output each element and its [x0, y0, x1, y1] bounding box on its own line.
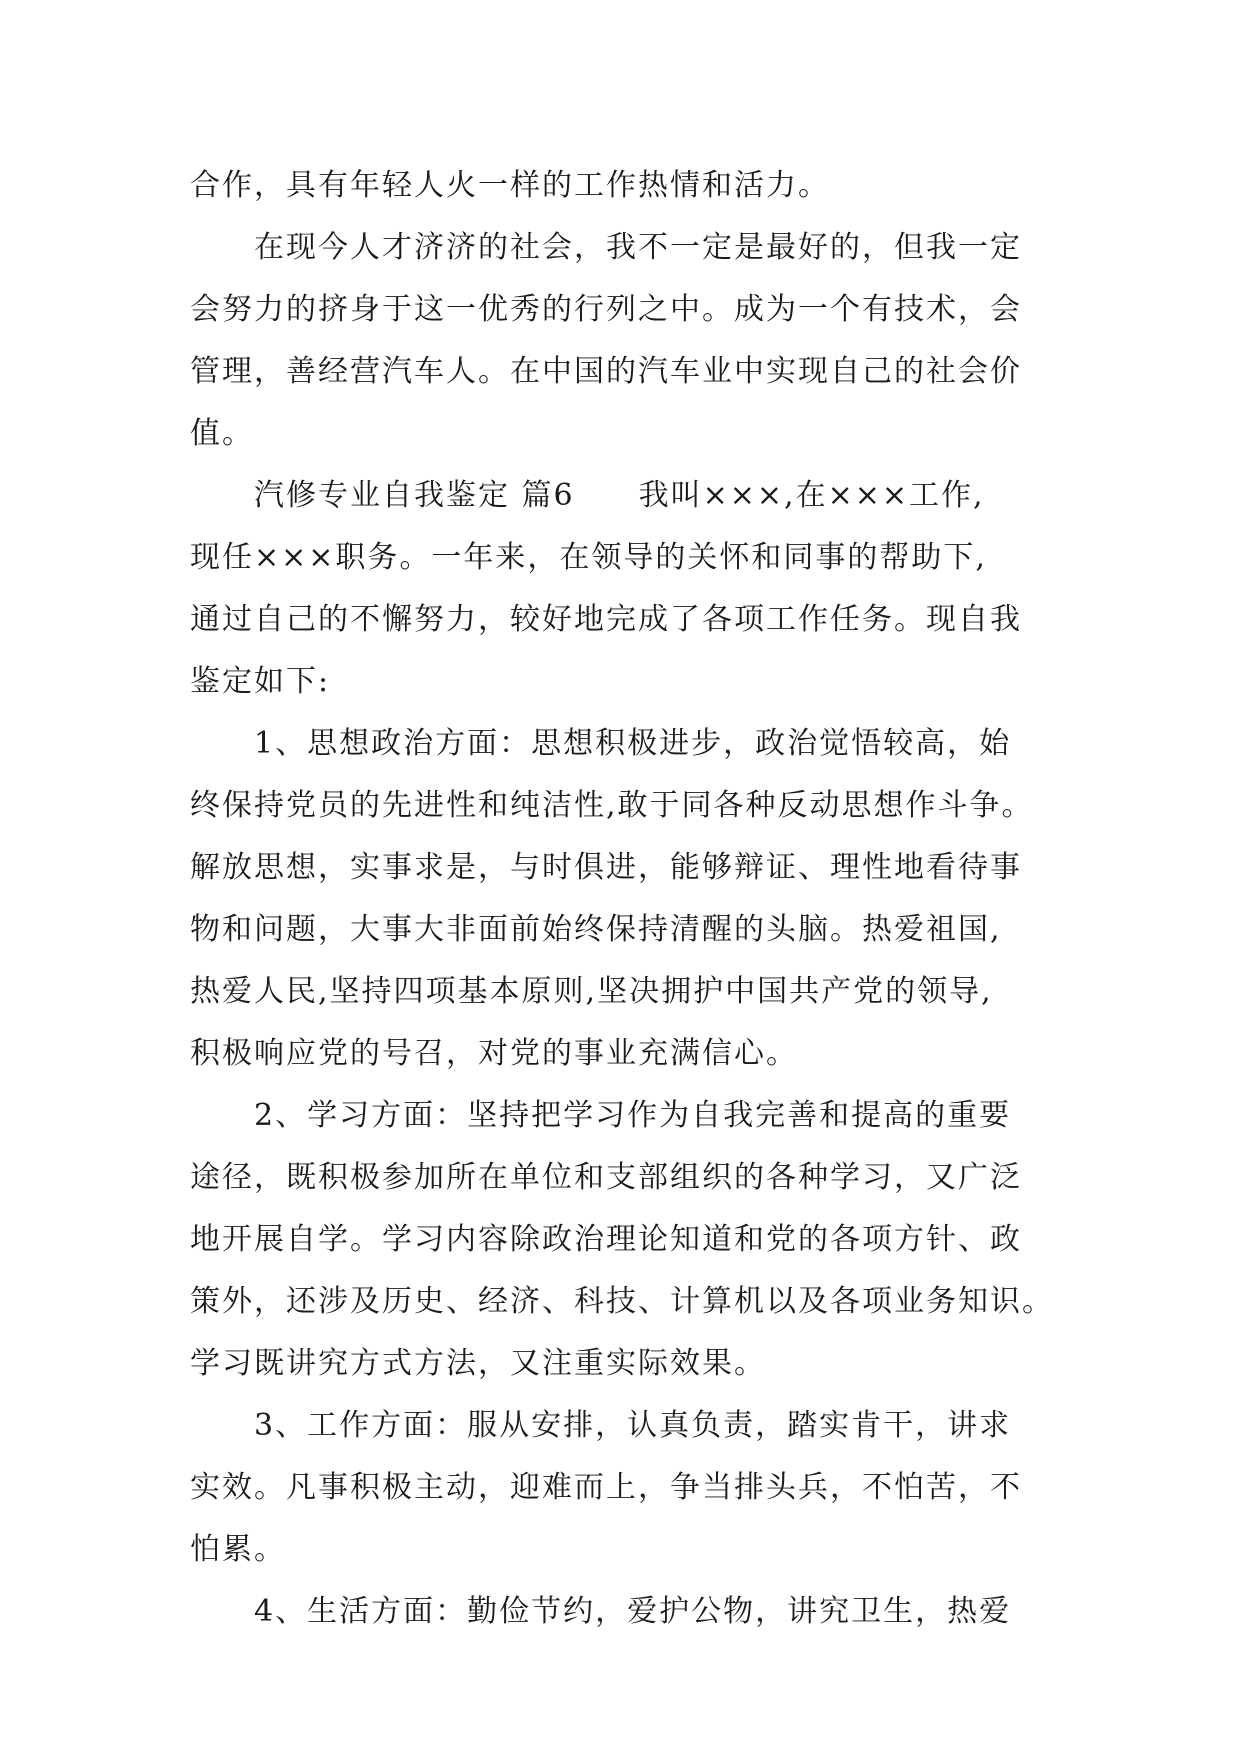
text-line: 3、工作方面：服从安排，认真负责，踏实肯干，讲求 [190, 1408, 1012, 1443]
text-line: 汽修专业自我鉴定 篇6 我叫×××,在×××工作, [190, 478, 985, 513]
text-line: 怕累。 [190, 1532, 286, 1567]
text-line: 物和问题，大事大非面前始终保持清醒的头脑。热爱祖国, [190, 912, 1002, 947]
text-line: 热爱人民,坚持四项基本原则,坚决拥护中国共产党的领导, [190, 974, 993, 1009]
text-line: 学习既讲究方式方法，又注重实际效果。 [190, 1346, 766, 1381]
text-line: 策外，还涉及历史、经济、科技、计算机以及各项业务知识。 [190, 1284, 1054, 1319]
text-line: 鉴定如下: [190, 664, 331, 699]
text-line: 值。 [190, 416, 254, 451]
text-line: 积极响应党的号召，对党的事业充满信心。 [190, 1036, 798, 1071]
text-line: 会努力的挤身于这一优秀的行列之中。成为一个有技术，会 [190, 292, 1022, 327]
text-line: 合作，具有年轻人火一样的工作热情和活力。 [190, 168, 830, 203]
text-line: 地开展自学。学习内容除政治理论知道和党的各项方针、政 [190, 1222, 1022, 1257]
text-line: 4、生活方面：勤俭节约，爱护公物，讲究卫生，热爱 [190, 1594, 1012, 1629]
text-line: 现任×××职务。一年来，在领导的关怀和同事的帮助下, [190, 540, 987, 575]
text-line: 途径，既积极参加所在单位和支部组织的各种学习，又广泛 [190, 1160, 1022, 1195]
text-line: 1、思想政治方面：思想积极进步，政治觉悟较高，始 [190, 726, 1012, 761]
text-line: 终保持党员的先进性和纯洁性,敢于同各种反动思想作斗争。 [190, 788, 1034, 823]
text-line: 通过自己的不懈努力，较好地完成了各项工作任务。现自我 [190, 602, 1022, 637]
text-line: 实效。凡事积极主动，迎难而上，争当排头兵，不怕苦，不 [190, 1470, 1022, 1505]
text-line: 解放思想，实事求是，与时俱进，能够辩证、理性地看待事 [190, 850, 1022, 885]
document-body [190, 155, 1054, 1643]
text-line: 管理，善经营汽车人。在中国的汽车业中实现自己的社会价 [190, 354, 1022, 389]
text-line: 在现今人才济济的社会，我不一定是最好的，但我一定 [190, 230, 1022, 265]
text-line: 2、学习方面：坚持把学习作为自我完善和提高的重要 [190, 1098, 1012, 1133]
